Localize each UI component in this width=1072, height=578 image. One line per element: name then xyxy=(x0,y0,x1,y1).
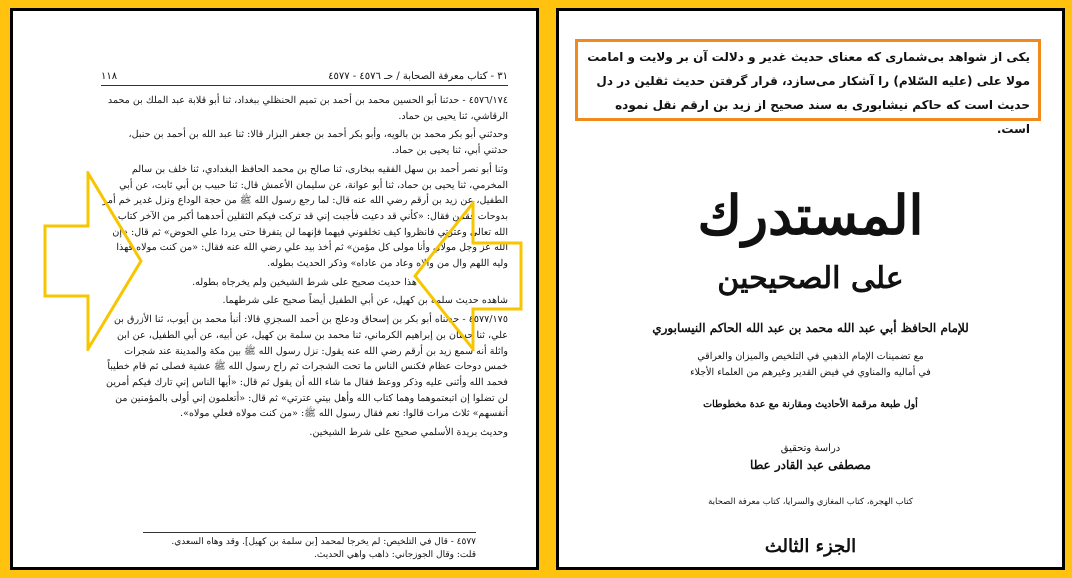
arrow-left-icon xyxy=(413,201,523,351)
page-header xyxy=(101,71,508,86)
book-edition: أول طبعة مرقمة الأحاديث ومقارنة مع عدة مخطوطات xyxy=(703,399,918,410)
study-label: دراسة وتحقيق xyxy=(780,443,841,454)
book-title: المستدرك xyxy=(697,183,924,247)
footnote: قلت: وقال الجوزجاني: ذاهب واهي الحديث. xyxy=(314,550,476,560)
paragraph: هذا حديث صحيح على شرط الشيخين ولم يخرجاه بطوله. xyxy=(192,276,417,288)
editor-name: مصطفى عبد القادر عطا xyxy=(750,458,871,472)
paragraph: شاهده حديث سلمة بن كهيل، عن أبي الطفيل أيضاً صحيح على شرطهما. xyxy=(222,295,508,307)
footnotes xyxy=(143,532,476,562)
book-subtitle: على الصحيحين xyxy=(717,261,904,296)
book-author: للإمام الحافظ أبي عبد الله محمد بن عبد الله الحاكم النيسابوري xyxy=(652,321,969,335)
note-line: مع تضمينات الإمام الذهبي في التلخيص والميزان والعراقي xyxy=(697,351,924,362)
book-page-right xyxy=(556,8,1065,570)
book-study xyxy=(579,441,1042,473)
footnote: ٤٥٧٧ - قال في التلخيص: لم يخرجا لمحمد [بن سلمة بن كهيل]. وقد وهاه السعدي. xyxy=(171,537,476,547)
paragraph: وثنا أبو نصر أحمد بن سهل الفقيه ببخارى، ثنا صالح بن محمد الحافظ البغدادي، ثنا خلف بن سالم المخرمي، ثنا يحيى بن حماد، ثنا أبو عوانة، عن سليمان الأعمش قال: ثنا حبيب بن أبي ثابت، عن أبي الطفيل، عن زيد بن أرقم رضي الله عنه قال: لما رجع رسول الله ﷺ من حجة الوداع ونزل غدير خم أمر بدوحات فقمن فقال: «كأني قد دعيت فأجبت إني قد تركت فيكم الثقلين أحدهما أكبر من الآخر كتاب الله تعالى وعترتي فانظروا كيف تخلفوني فيهما فإنهما لن يتفرقا حتى يردا علي الحوض» ثم قال: «إن الله عز وجل مولاي وأنا مولى كل مؤمن» ثم أخذ بيد علي رضي الله عنه فقال: «من كنت مولاه فهذا وليه اللهم وال من والاه وعاد من عاداه» وذكر الحديث بطوله. xyxy=(102,163,508,270)
arrow-right-icon xyxy=(43,171,143,351)
arrow-shape xyxy=(415,203,521,349)
paragraph: وحدثني أبو بكر محمد بن بالويه، وأبو بكر أحمد بن جعفر البزار قالا: ثنا عبد الله بن أحمد بن حنبل، حدثني أبي، ثنا يحيى بن حماد. xyxy=(128,129,508,157)
arrow-shape xyxy=(45,173,141,349)
annotation-box: یکی از شواهد بی‌شماری که معنای حدیث غدیر و دلالت آن بر ولایت و امامت مولا علی (علیه السّلام) را آشکار می‌سازد، قرار گرفتن حدیث ثقلین در دل حدیث است که حاکم نیشابوری به سند صحیح از زید بن ارقم نقل نموده است. xyxy=(575,39,1041,121)
note-line: في أماليه والمناوي في فيض القدير وغيرهم من العلماء الأجلاء xyxy=(690,367,931,378)
book-volume: الجزء الثالث xyxy=(764,536,857,557)
paragraph: ٤٥٧٦/١٧٤ - حدثنا أبو الحسين محمد بن أحمد بن تميم الحنظلي ببغداد، ثنا أبو قلابة عبد الملك بن محمد الرقاشي، ثنا يحيى بن حماد. xyxy=(107,95,508,122)
book-notes xyxy=(579,349,1042,381)
page-number: ١١٨ xyxy=(101,71,118,82)
running-head: ٣١ - كتاب معرفة الصحابة / حـ ٤٥٧٦ - ٤٥٧٧ xyxy=(328,71,508,82)
book-page-left xyxy=(10,8,539,570)
book-contents: كتاب الهجرة، كتاب المغازي والسرايا، كتاب معرفة الصحابة xyxy=(708,497,913,507)
paragraph: وحديث بريدة الأسلمي صحيح على شرط الشيخين. xyxy=(309,427,508,439)
paragraph: ٤٥٧٧/١٧٥ - حدثناه أبو بكر بن إسحاق ودعلج بن أحمد السجزي قالا: أنبأ محمد بن أيوب، ثنا الأزرق بن علي، ثنا حسان بن إبراهيم الكرماني، ثنا محمد بن سلمة بن كهيل، عن أبيه، عن أبي الطفيل، عن ابن واثلة أنه سمع زيد بن أرقم رضي الله عنه يقول: نزل رسول الله ﷺ بين مكة والمدينة عند شجرات خمس دوحات عظام فكنس الناس ما تحت الشجرات ثم راح رسول الله ﷺ عشية فصلى ثم قام خطيباً فحمد الله وأثنى عليه وذكر ووعظ فقال ما شاء الله أن يقول ثم قال: «أيها الناس إني تارك فيكم أمرين لن تضلوا إن اتبعتموهما وهما كتاب الله وأهل بيتي عترتي» ثم قال: «أتعلمون إني أولى بالمؤمنين من أنفسهم» ثلاث مرات قالوا: نعم فقال رسول الله ﷺ: «من كنت مولاه فعلي مولاه». xyxy=(106,314,508,420)
